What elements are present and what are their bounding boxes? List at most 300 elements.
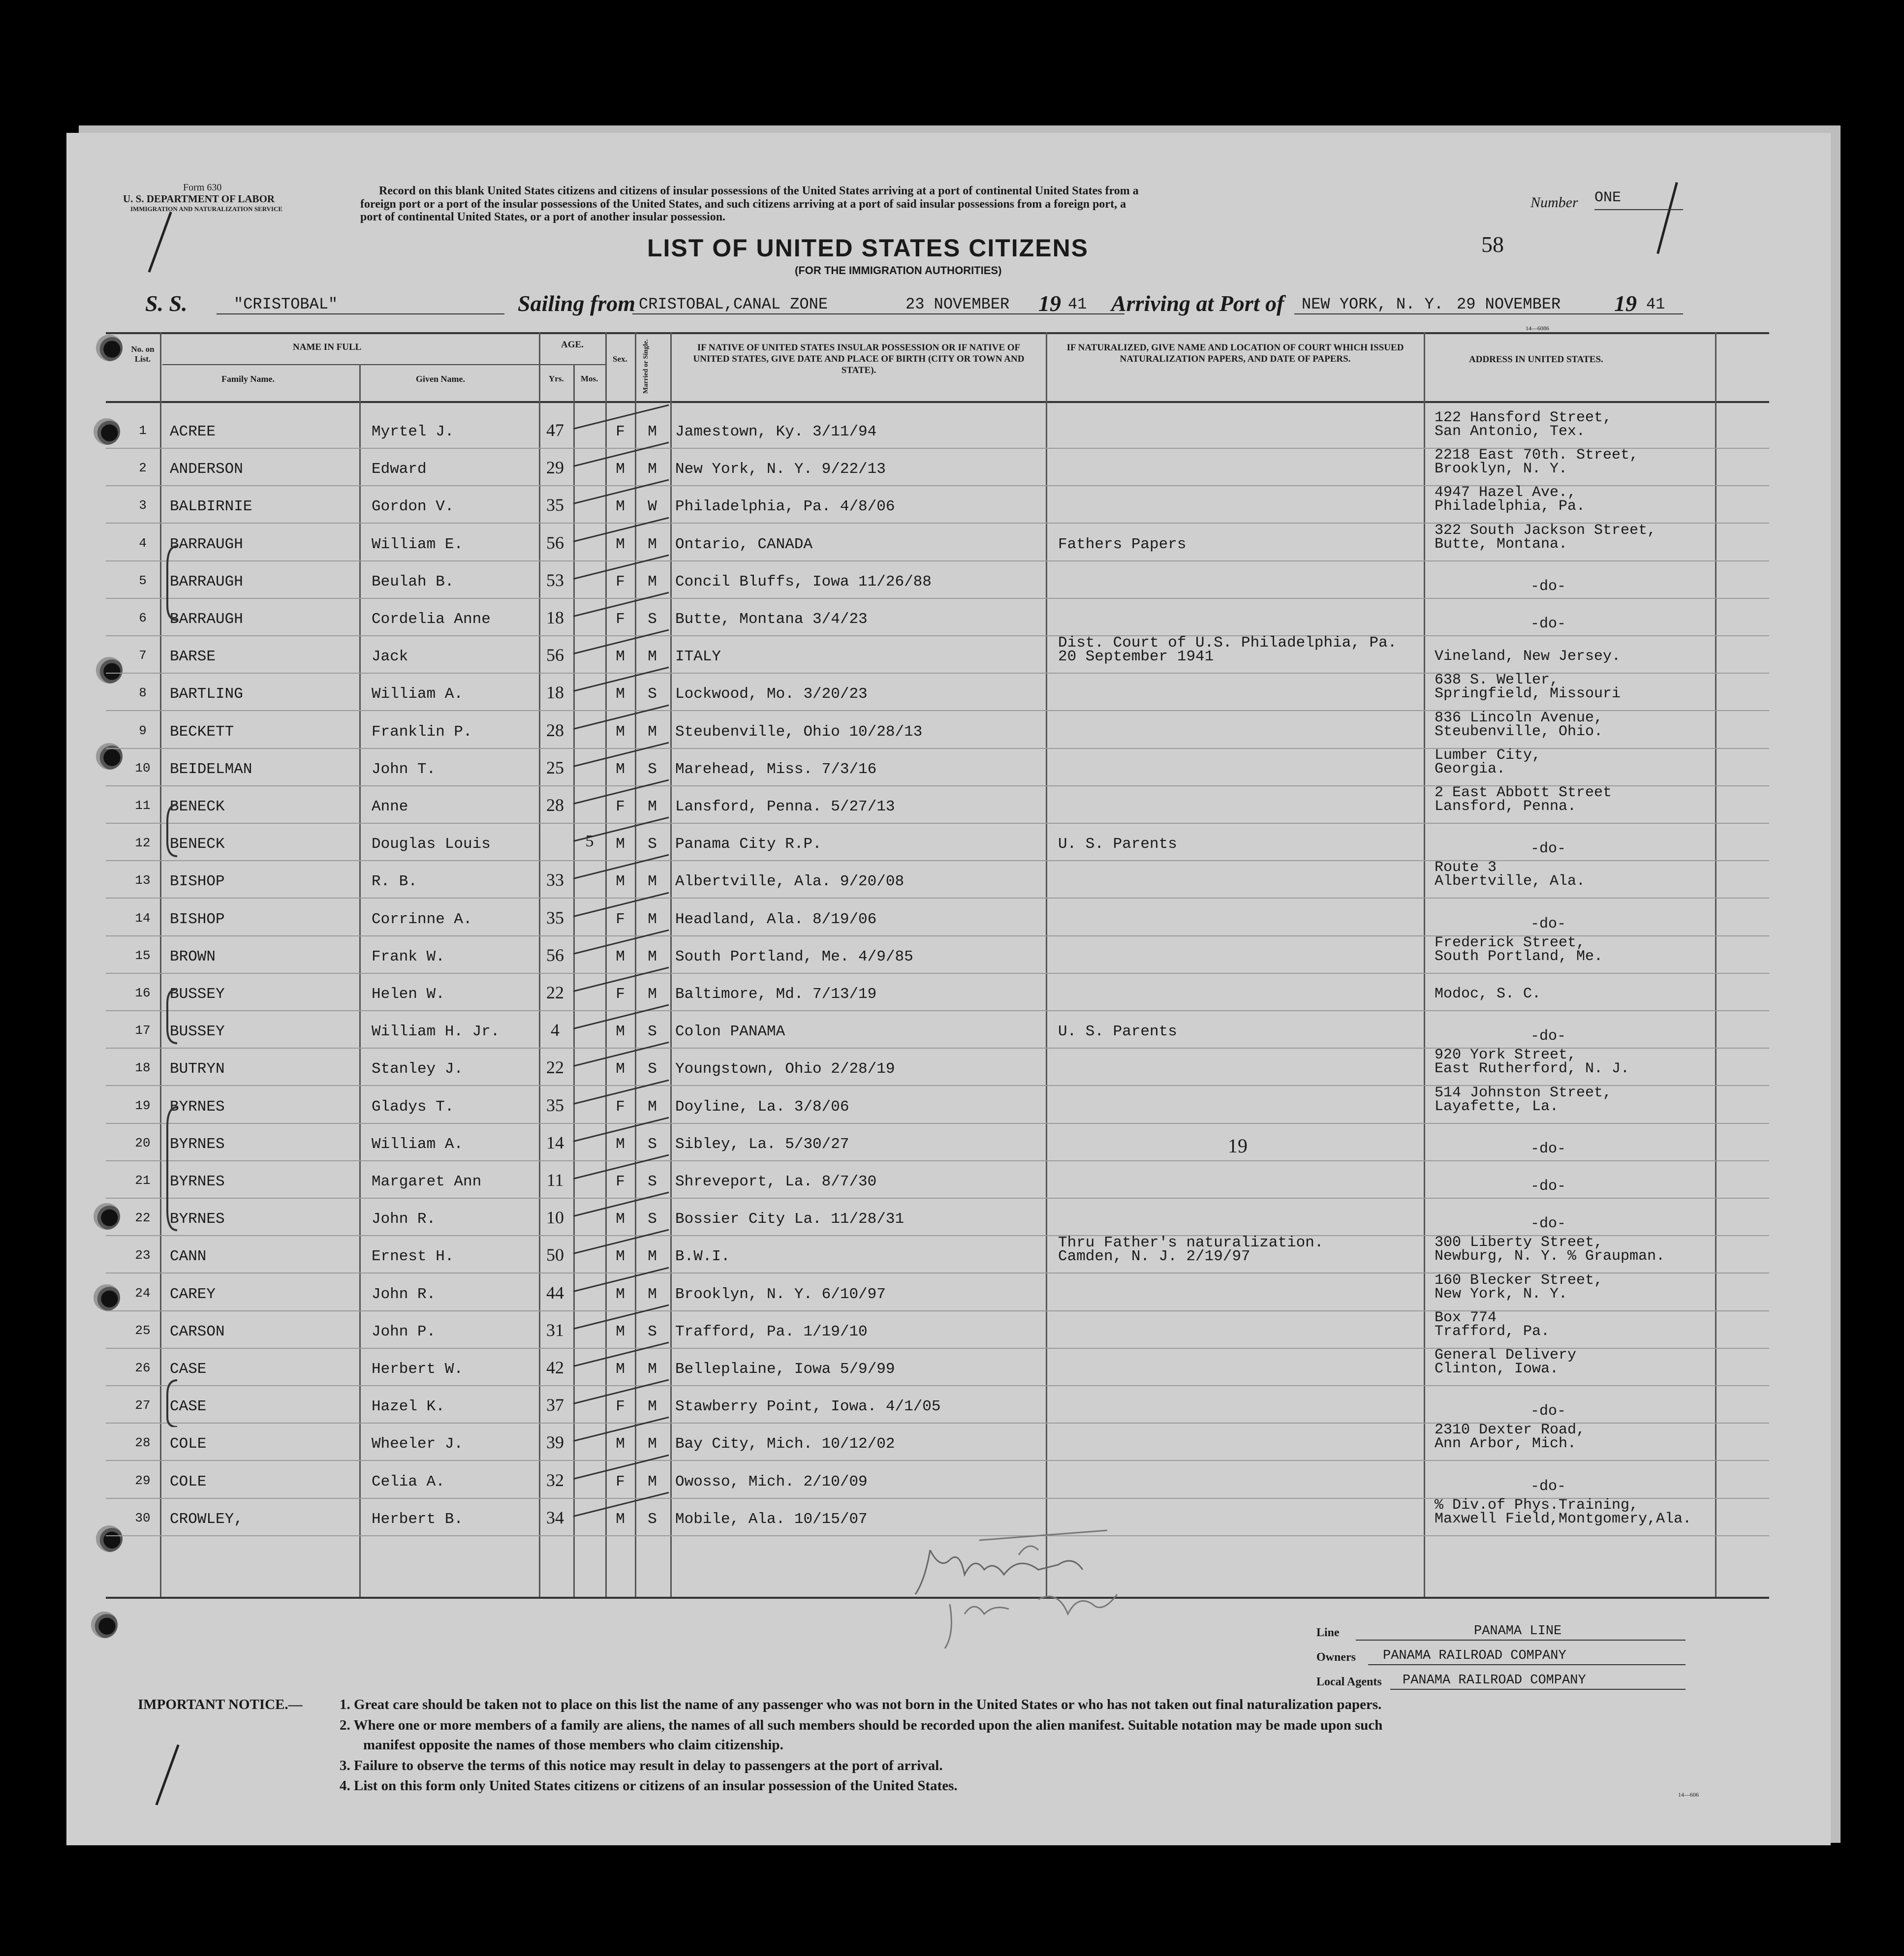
family-name: BARRAUGH [170,536,243,553]
given-name: John T. [372,761,436,778]
family-name: CARSON [170,1323,225,1340]
instructions-line-2: foreign port or a port of the insular possessions of the United States, and such citizens arriving at a port of said insular possessions from a foreign port, a [360,198,1126,211]
punch-hole-icon [96,657,123,683]
row-rule [106,1460,1769,1461]
family-name: CROWLEY, [170,1511,243,1528]
given-name: Cordelia Anne [372,611,491,628]
given-name: R. B. [372,873,418,890]
naturalization-info: Camden, N. J. 2/19/97 [1058,1248,1250,1265]
given-name: John R. [372,1286,436,1303]
marital-status: M [648,1248,657,1265]
address-line: 300 Liberty Street, [1435,1234,1603,1251]
birth-place-date: New York, N. Y. 9/22/13 [675,461,886,478]
birth-place-date: South Portland, Me. 4/9/85 [675,948,913,965]
row-number: 22 [135,1211,151,1225]
birth-place-date: Ontario, CANADA [675,536,813,553]
age-years: 18 [546,683,564,702]
col-divider [670,332,672,1597]
sex: M [616,1211,625,1228]
address-line: 638 S. Weller, [1435,672,1559,688]
age-years: 22 [546,1057,564,1077]
row-number: 8 [139,685,147,700]
punch-hole-icon [96,1525,123,1552]
address-ditto: -do- [1530,1403,1566,1420]
address-line: 160 Blecker Street, [1435,1272,1603,1289]
address-ditto: -do- [1530,916,1566,932]
sex: M [616,461,625,478]
arriving-year-prefix: 19 [1614,291,1637,316]
sex: M [616,1023,625,1040]
family-name: BALBIRNIE [170,498,252,515]
naturalization-info: U. S. Parents [1058,1023,1177,1040]
owners-label: Owners [1316,1651,1356,1664]
document-title: LIST OF UNITED STATES CITIZENS [647,234,1089,262]
age-years: 47 [546,420,564,440]
address-line: Springfield, Missouri [1435,685,1621,702]
given-name: William E. [372,536,464,553]
age-years: 18 [546,608,564,627]
marital-status: M [648,911,657,928]
given-name: Jack [372,648,408,665]
row-number: 26 [135,1361,151,1375]
table-top-border [106,332,1769,334]
address-ditto: -do- [1530,840,1566,857]
age-years: 11 [546,1170,564,1190]
punch-hole-icon [94,1203,120,1230]
naturalization-info: 20 September 1941 [1058,648,1214,665]
marital-status: M [648,648,657,665]
given-name: Myrtel J. [372,423,454,440]
age-years: 14 [546,1133,564,1152]
age-years: 56 [546,645,564,665]
address-line: Frederick Street, [1435,934,1586,951]
birth-place-date: Jamestown, Ky. 3/11/94 [675,423,877,440]
marital-status: S [648,1511,657,1528]
given-name: Helen W. [372,986,445,1003]
row-rule [106,973,1769,974]
marital-status: M [648,461,657,478]
sex: F [616,1098,625,1116]
instructions-line-1: Record on this blank United States citizens and citizens of insular possessions of the United States arriving at a port of continental United States from a [379,185,1139,197]
row-number: 30 [135,1511,151,1525]
col-header-yrs: Yrs. [549,374,564,383]
row-rule [106,560,1769,561]
family-name: BARRAUGH [170,611,243,628]
sex: M [616,1361,625,1378]
marital-status: M [648,948,657,965]
sex: M [616,948,625,965]
punch-hole-icon [96,335,123,361]
given-name: Celia A. [372,1473,445,1490]
birth-place-date: Lansford, Penna. 5/27/13 [675,798,895,815]
address-line: Maxwell Field,Montgomery,Ala. [1435,1511,1692,1527]
col-divider [573,364,575,1597]
row-number: 6 [139,611,147,625]
family-name: CANN [170,1248,207,1265]
birth-place-date: ITALY [675,648,721,665]
notice-4: 4. List on this form only United States citizens or citizens of an insular possession of the United States. [340,1778,958,1794]
birth-place-date: Baltimore, Md. 7/13/19 [675,986,877,1003]
row-rule [106,823,1769,824]
age-years: 35 [546,1095,564,1115]
marital-status: S [648,685,657,703]
row-rule [106,1198,1769,1199]
col-header-print-code: 14—6086 [1526,325,1549,332]
sex: M [616,1286,625,1303]
col-header-address: ADDRESS IN UNITED STATES. [1469,354,1603,365]
address-line: 4947 Hazel Ave., [1435,484,1577,501]
family-name: CASE [170,1361,207,1378]
age-years: 31 [546,1320,564,1340]
given-name: Hazel K. [372,1398,445,1415]
birth-place-date: Shreveport, La. 8/7/30 [675,1173,877,1190]
stamp-number: 19 [1228,1135,1248,1157]
naturalization-info: Fathers Papers [1058,536,1186,553]
sex: M [616,1248,625,1265]
address-ditto: -do- [1530,1178,1566,1195]
sex: M [616,536,625,553]
sailing-date: 23 NOVEMBER [905,295,1010,313]
marital-status: M [648,573,657,590]
sex: M [616,723,625,741]
punch-hole-icon [96,743,123,770]
col-divider [1715,332,1717,1597]
birth-place-date: Sibley, La. 5/30/27 [675,1136,849,1153]
arriving-label: Arriving at Port of [1111,291,1284,316]
family-name: CAREY [170,1286,216,1303]
row-number: 29 [135,1473,151,1488]
row-number: 25 [135,1323,151,1338]
ss-label: S. S. [145,291,187,316]
sex: M [616,761,625,778]
line-underline [1356,1640,1686,1641]
sailing-year-suffix: 41 [1068,295,1087,313]
given-name: Gordon V. [372,498,454,515]
address-line: Lansford, Penna. [1435,798,1577,815]
marital-status: S [648,1023,657,1040]
age-years: 34 [546,1508,564,1527]
marital-status: S [648,1211,657,1228]
birth-place-date: Panama City R.P. [675,836,822,853]
age-years: 22 [546,983,564,1002]
sex: F [616,1398,625,1415]
line-value: PANAMA LINE [1474,1624,1562,1639]
naturalization-info: U. S. Parents [1058,836,1177,853]
address-line: Box 774 [1435,1309,1497,1326]
marital-status: S [648,761,657,778]
row-number: 4 [139,536,147,551]
sex: M [616,1435,625,1453]
birth-place-date: Mobile, Ala. 10/15/07 [675,1511,868,1528]
given-name: John R. [372,1211,436,1228]
row-number: 9 [139,723,147,738]
punch-hole-icon [91,1612,118,1638]
punch-hole-icon [94,418,120,445]
row-rule [106,1010,1769,1011]
service-name: IMMIGRATION AND NATURALIZATION SERVICE [130,205,283,213]
naturalization-info: Thru Father's naturalization. [1058,1234,1324,1251]
sex: M [616,836,625,853]
sex: F [616,423,625,440]
family-name: BARTLING [170,685,243,703]
row-rule [106,598,1769,599]
handwritten-signature [910,1521,1186,1668]
col-header-family-name: Family Name. [221,374,275,384]
family-name: BISHOP [170,873,225,890]
family-name: BEIDELMAN [170,761,252,778]
col-divider [359,364,361,1597]
birth-place-date: Lockwood, Mo. 3/20/23 [675,685,868,703]
address-line: San Antonio, Tex. [1435,423,1586,440]
sex: M [616,498,625,515]
sailing-year-prefix: 19 [1038,291,1061,316]
given-name: Herbert B. [372,1511,464,1528]
birth-place-date: Marehead, Miss. 7/3/16 [675,761,877,778]
sex: M [616,685,625,703]
family-name: BISHOP [170,911,225,928]
line-label: Line [1316,1626,1340,1639]
row-number: 10 [135,761,151,776]
age-years: 42 [546,1358,564,1377]
row-number: 23 [135,1248,151,1263]
given-name: John P. [372,1323,436,1340]
agents-label: Local Agents [1316,1676,1382,1688]
notice-label: IMPORTANT NOTICE.— [138,1697,303,1712]
address-line: 322 South Jackson Street, [1435,522,1656,539]
family-name: COLE [170,1473,207,1490]
address-line: Georgia. [1435,761,1506,777]
row-number: 16 [135,986,151,1000]
col-divider [1424,332,1425,1597]
notice-2-cont: manifest opposite the names of those members who claim citizenship. [363,1737,783,1753]
row-number: 12 [135,836,151,850]
family-name: BROWN [170,948,216,965]
address-line: Layafette, La. [1435,1098,1559,1115]
birth-place-date: Bossier City La. 11/28/31 [675,1211,905,1228]
sex: F [616,1473,625,1490]
age-years: 56 [546,533,564,553]
family-brackets [157,492,187,1427]
age-years: 33 [546,870,564,890]
family-name: CASE [170,1398,207,1415]
marital-status: S [648,836,657,853]
birth-place-date: Stawberry Point, Iowa. 4/1/05 [675,1398,941,1415]
address-line: 122 Hansford Street, [1435,409,1612,426]
marital-status: W [648,498,657,515]
address-line: Modoc, S. C. [1435,986,1541,1002]
notice-2: 2. Where one or more members of a family are aliens, the names of all such members should be recorded upon the alien manifest. Suitable notation may be made upon such [340,1717,1383,1733]
marital-status: M [648,1473,657,1490]
arriving-port: NEW YORK, N. Y. [1302,295,1444,313]
number-value: ONE [1594,189,1622,206]
marital-status: M [648,423,657,440]
address-ditto: -do- [1530,1215,1566,1232]
marital-status: M [648,873,657,890]
document-subtitle: (FOR THE IMMIGRATION AUTHORITIES) [795,264,1002,277]
family-name: BENECK [170,836,225,853]
birth-place-date: B.W.I. [675,1248,730,1265]
address-line: 514 Johnston Street, [1435,1085,1612,1101]
sex: F [616,986,625,1003]
punch-hole-icon [94,1284,120,1311]
given-name: Margaret Ann [372,1173,482,1190]
row-number: 3 [139,498,147,513]
given-name: Anne [372,798,408,815]
row-number: 5 [139,573,147,588]
row-number: 28 [135,1435,151,1450]
birth-place-date: Colon PANAMA [675,1023,785,1040]
sex: F [616,911,625,928]
marital-status: S [648,611,657,628]
row-rule [106,860,1769,861]
birth-place-date: Headland, Ala. 8/19/06 [675,911,877,928]
given-name: William A. [372,1136,464,1153]
marital-status: M [648,1361,657,1378]
address-ditto: -do- [1530,1478,1566,1495]
col-header-sex: Sex. [613,354,627,364]
sex: M [616,1136,625,1153]
col-header-married: Married or Single. [642,339,650,394]
row-number: 15 [135,948,151,963]
form-number: Form 630 [183,182,222,193]
row-number: 21 [135,1173,151,1188]
row-number: 27 [135,1398,151,1413]
row-number: 24 [135,1286,151,1301]
footer-print-code: 14—606 [1678,1791,1699,1798]
birth-place-date: Bay City, Mich. 10/12/02 [675,1435,895,1453]
family-name: ANDERSON [170,461,243,478]
row-number: 20 [135,1136,151,1150]
row-rule [106,635,1769,636]
sex: M [616,1060,625,1078]
row-rule [106,1123,1769,1124]
address-line: Butte, Montana. [1435,536,1568,553]
given-name: Frank W. [372,948,445,965]
given-name: Franklin P. [372,723,472,741]
row-number: 1 [139,423,147,438]
age-years: 35 [546,908,564,928]
arriving-date: 29 NOVEMBER [1457,295,1561,313]
family-name: BUSSEY [170,986,225,1003]
marital-status: M [648,1286,657,1303]
age-years: 50 [546,1245,564,1265]
age-years: 53 [546,570,564,590]
address-line: 920 York Street, [1435,1047,1577,1063]
birth-place-date: Butte, Montana 3/4/23 [675,611,868,628]
age-years: 32 [546,1470,564,1490]
given-name: William H. Jr. [372,1023,500,1040]
page-number: 58 [1481,232,1504,257]
age-years: 25 [546,758,564,777]
ship-name: "CRISTOBAL" [234,295,338,313]
age-years: 29 [546,458,564,477]
birth-place-date: Owosso, Mich. 2/10/09 [675,1473,868,1490]
row-number: 2 [139,461,147,475]
birth-place-date: Belleplaine, Iowa 5/9/99 [675,1361,895,1378]
col-header-birth: IF NATIVE OF UNITED STATES INSULAR POSSESSION OR IF NATIVE OF UNITED STATES, GIVE DATE AND PLACE OF BIRTH (CITY OR TOWN AND STATE). [693,342,1025,375]
given-name: Beulah B. [372,573,454,590]
col-header-mos: Mos. [581,374,598,383]
row-number: 14 [135,911,151,926]
sex: F [616,573,625,590]
row-number: 7 [139,648,147,663]
row-number: 19 [135,1098,151,1113]
age-years: 10 [546,1208,564,1227]
marital-status: S [648,1173,657,1190]
family-name: COLE [170,1435,207,1453]
family-name: BENECK [170,798,225,815]
marital-status: M [648,986,657,1003]
col-divider [1046,332,1047,1597]
birth-place-date: Albertville, Ala. 9/20/08 [675,873,905,890]
col-header-name-in-full: NAME IN FULL [293,342,362,352]
given-name: Stanley J. [372,1060,464,1078]
col-header-naturalized: IF NATURALIZED, GIVE NAME AND LOCATION OF COURT WHICH ISSUED NATURALIZATION PAPERS, AND DATE OF PAPERS. [1066,342,1404,364]
family-name: BYRNES [170,1211,225,1228]
family-name: BECKETT [170,723,234,741]
given-name: Wheeler J. [372,1435,464,1453]
birth-place-date: Concil Bluffs, Iowa 11/26/88 [675,573,932,590]
age-years: 37 [546,1395,564,1415]
marital-status: M [648,536,657,553]
address-line: Albertville, Ala. [1435,873,1586,890]
sailing-from: CRISTOBAL,CANAL ZONE [639,295,828,313]
given-name: Ernest H. [372,1248,454,1265]
given-name: Corrinne A. [372,911,472,928]
notice-3: 3. Failure to observe the terms of this notice may result in delay to passengers at the port of arrival. [340,1758,943,1773]
address-line: Lumber City, [1435,747,1541,764]
ship-underline [217,313,504,314]
address-line: Philadelphia, Pa. [1435,498,1586,515]
family-name: BARRAUGH [170,573,243,590]
address-ditto: -do- [1530,1141,1566,1157]
address-line: 836 Lincoln Avenue, [1435,710,1603,726]
given-name: Gladys T. [372,1098,454,1116]
marital-status: S [648,1323,657,1340]
address-line: Brooklyn, N. Y. [1435,461,1568,477]
address-ditto: -do- [1530,616,1566,632]
col-header-given-name: Given Name. [416,374,465,384]
marital-status: S [648,1060,657,1078]
age-years: 39 [546,1432,564,1452]
age-years: 4 [551,1020,560,1040]
sex: M [616,1323,625,1340]
col-header-no: No. on List. [131,344,155,364]
family-name: BYRNES [170,1136,225,1153]
family-name: BUTRYN [170,1060,225,1078]
marital-status: M [648,1398,657,1415]
row-rule [106,1310,1769,1311]
address-line: 2218 East 70th. Street, [1435,447,1639,464]
marital-status: M [648,1435,657,1453]
family-name: BARSE [170,648,216,665]
sailing-label: Sailing from [518,291,636,316]
row-number: 13 [135,873,151,888]
address-line: Steubenville, Ohio. [1435,723,1603,740]
address-line: % Div.of Phys.Training, [1435,1497,1639,1514]
row-number: 11 [135,798,151,813]
given-name: William A. [372,685,464,703]
address-line: Newburg, N. Y. % Graupman. [1435,1248,1665,1265]
birth-place-date: Doyline, La. 3/8/06 [675,1098,849,1116]
row-rule [106,1385,1769,1386]
sex: F [616,798,625,815]
family-name: BUSSEY [170,1023,225,1040]
given-name: Herbert W. [372,1361,464,1378]
birth-place-date: Youngstown, Ohio 2/28/19 [675,1060,895,1078]
row-rule [106,898,1769,899]
agents-underline [1390,1689,1686,1690]
